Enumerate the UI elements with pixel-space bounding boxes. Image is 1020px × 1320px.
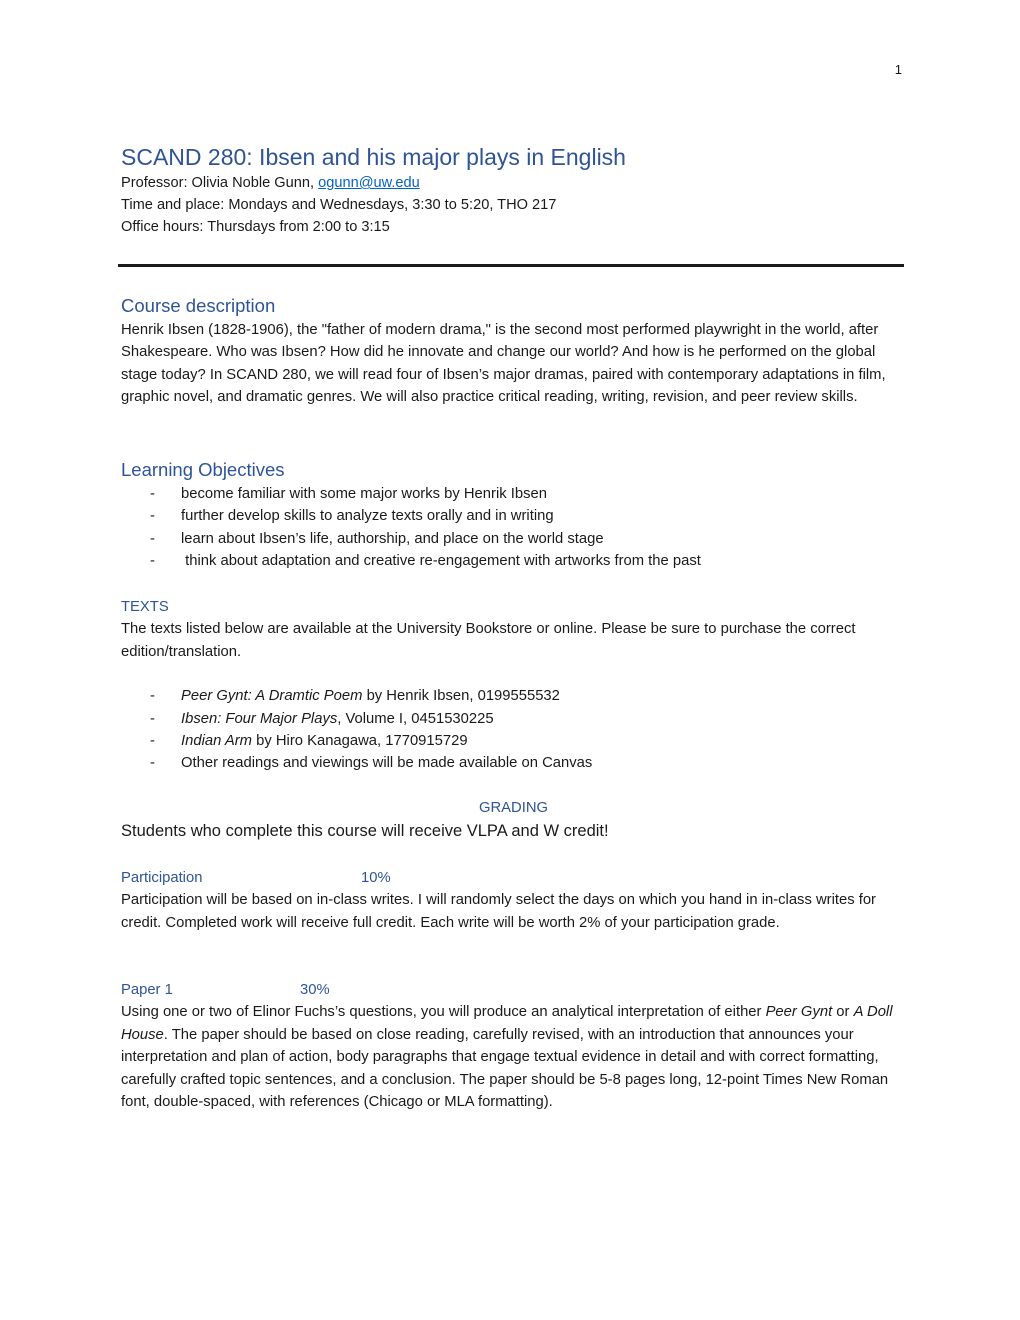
texts-list — [121, 685, 906, 775]
paper1-text: Using one or two of Elinor Fuchs’s questions, you will produce an analytical interpretation of either Peer Gynt or A Doll House. The paper should be based on close reading, carefully revised, with an introduction that announces your interpretation and plan of action, body paragraphs that engage textual evidence in detail and with correct formatting, carefully crafted topic sentences, and a conclusion. The paper should be 5-8 pages long, 12-point Times New Roman font, double-spaced, with references (Chicago or MLA formatting). — [121, 1004, 893, 1111]
learning-objectives-list — [121, 483, 906, 573]
paper1-section — [121, 979, 906, 1113]
header-divider — [118, 264, 904, 267]
time-place-line: Time and place: Mondays and Wednesdays, 3:30 to 5:20, THO 217 — [121, 197, 557, 213]
course-description-heading: Course description — [121, 295, 276, 316]
header-block — [121, 142, 906, 238]
paper1-percent: 30% — [300, 982, 330, 998]
list-item: - Ibsen: Four Major Plays, Volume I, 0451530225 — [150, 710, 494, 727]
page-title: SCAND 280: Ibsen and his major plays in English — [121, 144, 626, 170]
grading-heading: GRADING — [478, 800, 549, 816]
texts-intro: The texts listed below are available at the University Bookstore or online. Please be sure to purchase the correct edition/translation. — [121, 621, 856, 660]
grading-section — [121, 797, 906, 843]
list-item: - Indian Arm by Hiro Kanagawa, 1770915729 — [150, 733, 468, 750]
list-item: - become familiar with some major works by Henrik Ibsen — [150, 486, 547, 502]
texts-heading: TEXTS — [121, 599, 169, 615]
list-item: - Other readings and viewings will be made available on Canvas — [150, 755, 593, 772]
office-hours-line: Office hours: Thursdays from 2:00 to 3:15 — [121, 219, 390, 235]
participation-section — [121, 867, 906, 934]
texts-section — [121, 596, 906, 775]
list-item: - Peer Gynt: A Dramtic Poem by Henrik Ibsen, 0199555532 — [150, 688, 560, 705]
list-item: - further develop skills to analyze texts orally and in writing — [150, 508, 554, 525]
participation-text: Participation will be based on in-class writes. I will randomly select the days on which you hand in in-class writes for credit. Completed work will receive full credit. Each write will be worth 2% of your participation grade. — [121, 892, 876, 931]
list-item: - learn about Ibsen’s life, authorship, and place on the world stage — [150, 530, 604, 547]
participation-label: Participation — [121, 870, 203, 886]
professor-email-link[interactable]: ogunn@uw.edu — [318, 175, 420, 191]
learning-objectives-section — [121, 457, 906, 573]
participation-percent: 10% — [361, 870, 391, 886]
professor-label: Professor: Olivia Noble Gunn, — [121, 175, 319, 191]
page-number: 1 — [894, 62, 902, 77]
paper1-label: Paper 1 — [121, 982, 173, 998]
course-description-section — [121, 293, 906, 409]
learning-objectives-heading: Learning Objectives — [121, 459, 285, 480]
professor-line — [121, 172, 906, 194]
list-item: - think about adaptation and creative re-engagement with artworks from the past — [150, 553, 701, 570]
credit-note: Students who complete this course will receive VLPA and W credit! — [121, 822, 609, 841]
course-description-text: Henrik Ibsen (1828-1906), the "father of modern drama," is the second most performed playwright in the world, after Shakespeare. Who was Ibsen? How did he innovate and change our world? And how is he performed on the global stage today? In SCAND 280, we will read four of Ibsen’s major dramas, paired with contemporary adaptations in film, graphic novel, and dramatic genres. We will also practice critical reading, writing, revision, and peer review skills. — [121, 322, 886, 406]
